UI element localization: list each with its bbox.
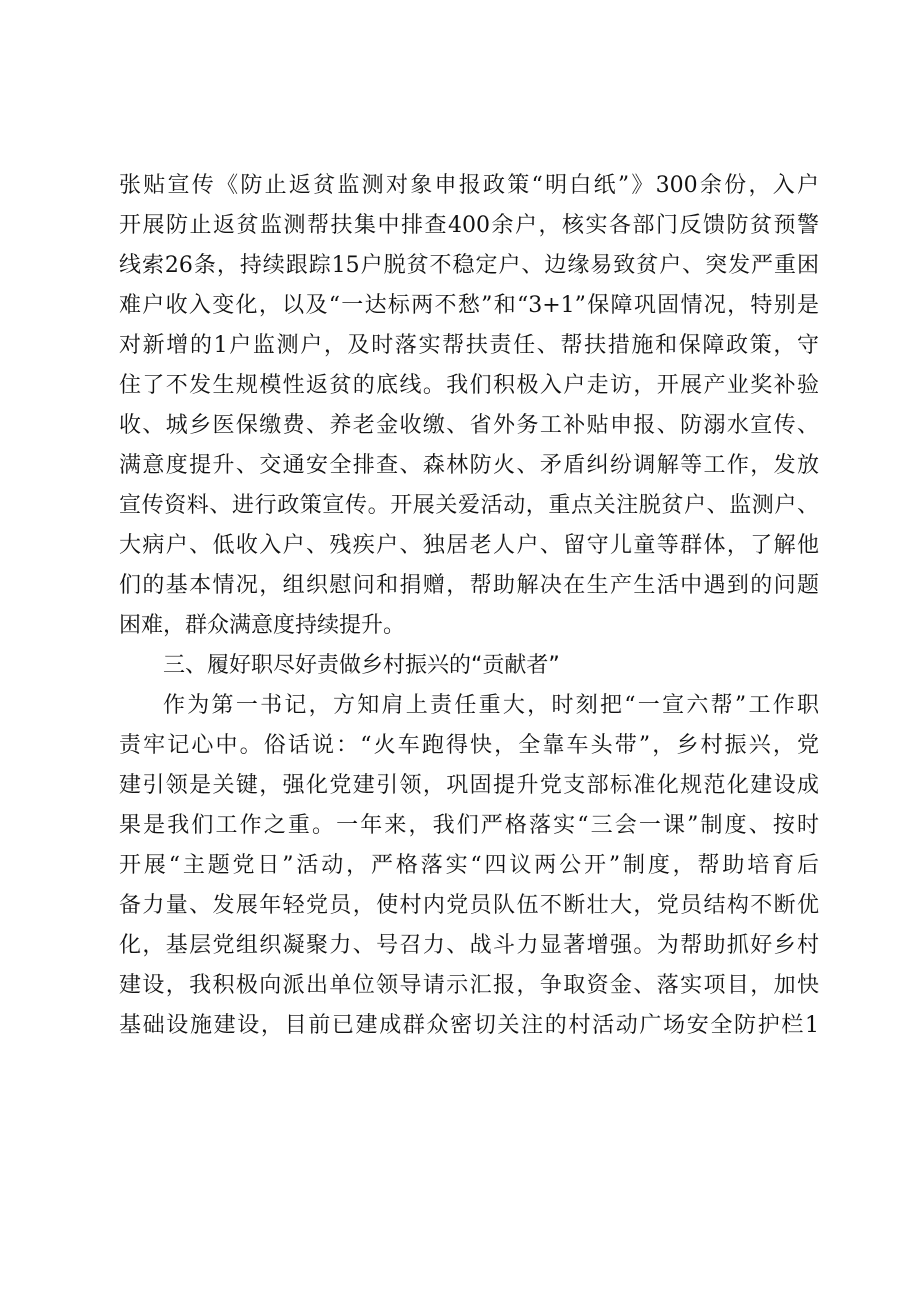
- paragraph-line: 满意度提升、交通安全排查、森林防火、矛盾纠纷调解等工作，发放: [119, 453, 819, 478]
- paragraph-line: 备力量、发展年轻党员，使村内党员队伍不断壮大，党员结构不断优: [119, 893, 819, 918]
- paragraph-line: 作为第一书记，方知肩上责任重大，时刻把“一宣六帮”工作职: [163, 693, 819, 718]
- paragraph-line: 开展“主题党日”活动，严格落实“四议两公开”制度，帮助培育后: [119, 853, 819, 878]
- paragraph-line: 张贴宣传《防止返贫监测对象申报政策“明白纸”》300余份，入户: [119, 173, 819, 198]
- paragraph-line: 建设，我积极向派出单位领导请示汇报，争取资金、落实项目，加快: [119, 973, 819, 998]
- paragraph-line: 建引领是关键，强化党建引领，巩固提升党支部标准化规范化建设成: [119, 773, 819, 798]
- paragraph-line: 大病户、低收入户、残疾户、独居老人户、留守儿童等群体，了解他: [119, 533, 819, 558]
- paragraph-line: 对新增的1户监测户，及时落实帮扶责任、帮扶措施和保障政策，守: [119, 333, 819, 358]
- paragraph-line: 们的基本情况，组织慰问和捐赠，帮助解决在生产生活中遇到的问题: [119, 573, 819, 598]
- paragraph-line: 住了不发生规模性返贫的底线。我们积极入户走访，开展产业奖补验: [119, 373, 819, 398]
- paragraph-line: 收、城乡医保缴费、养老金收缴、省外务工补贴申报、防溺水宣传、: [119, 413, 819, 438]
- section-heading: 三、履好职尽好责做乡村振兴的“贡献者”: [163, 653, 560, 678]
- paragraph-line: 宣传资料、进行政策宣传。开展关爱活动，重点关注脱贫户、监测户、: [119, 493, 819, 518]
- paragraph-line: 线索26条，持续跟踪15户脱贫不稳定户、边缘易致贫户、突发严重困: [119, 253, 819, 278]
- paragraph-line: 困难，群众满意度持续提升。: [119, 613, 406, 638]
- paragraph-line: 开展防止返贫监测帮扶集中排查400余户，核实各部门反馈防贫预警: [119, 213, 819, 238]
- paragraph-poverty-monitoring: [119, 166, 819, 1046]
- paragraph-line: 难户收入变化，以及“一达标两不愁”和“3+1”保障巩固情况，特别是: [119, 293, 819, 318]
- paragraph-line: 化，基层党组织凝聚力、号召力、战斗力显著增强。为帮助抓好乡村: [119, 933, 819, 958]
- paragraph-line: 基础设施建设，目前已建成群众密切关注的村活动广场安全防护栏1: [119, 1013, 819, 1038]
- paragraph-line: 果是我们工作之重。一年来，我们严格落实“三会一课”制度、按时: [119, 813, 819, 838]
- paragraph-line: 责牢记心中。俗话说：“火车跑得快，全靠车头带”，乡村振兴，党: [119, 733, 819, 758]
